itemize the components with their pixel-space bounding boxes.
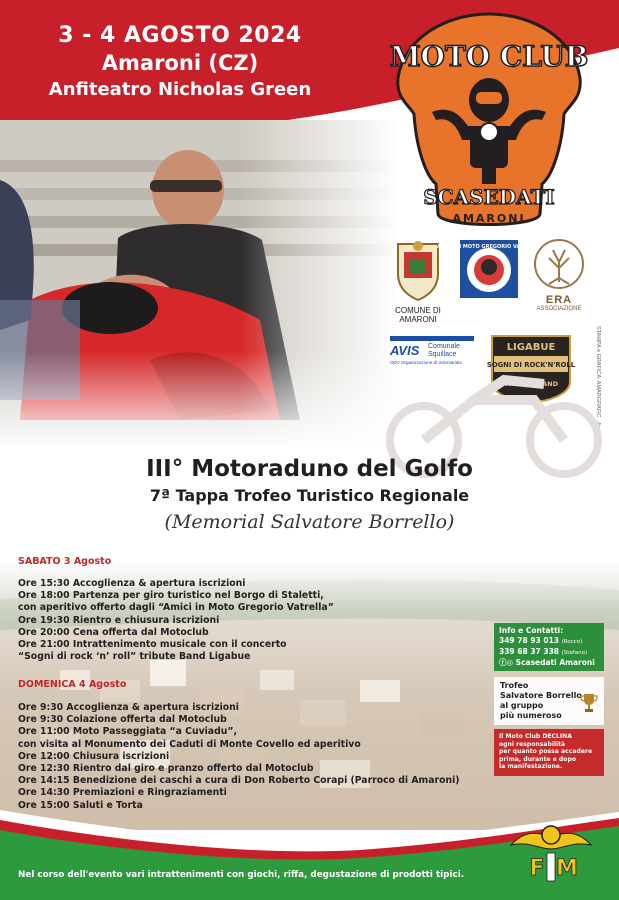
era-subtitle: ASSOCIAZIONE bbox=[536, 306, 582, 312]
programme-line: con visita al Monumento dei Caduti di Monte Covello ed aperitivo bbox=[18, 738, 361, 750]
trophy-cup-icon bbox=[581, 693, 597, 713]
amici-logo bbox=[437, 240, 541, 302]
amici-text: AMICI IN MOTO GREGORIO VATRELLA bbox=[437, 244, 541, 250]
programme-line: “Sogni di rock ‘n’ roll” tribute Band Ligabue bbox=[18, 651, 251, 663]
social-name: Scasedati Amaroni bbox=[515, 658, 595, 667]
moto-club-name: SCASEDATI bbox=[423, 185, 555, 209]
sponsor-logos bbox=[387, 238, 592, 330]
social-handle[interactable] bbox=[499, 658, 599, 668]
disclaimer-box bbox=[494, 729, 604, 776]
era-logo bbox=[529, 238, 589, 312]
header-text bbox=[0, 22, 360, 103]
footer-note: Nel corso dell'evento vari intrattenimenti con giochi, riffa, degustazione di prodotti tipici. bbox=[18, 870, 465, 880]
programme-line: con aperitivo offerto dagli “Amici in Moto Gregorio Vatrella” bbox=[18, 602, 334, 614]
programme-line: Ore 9:30 Accoglienza & apertura iscrizioni bbox=[18, 702, 239, 713]
contact-title: Info e Contatti: bbox=[499, 626, 564, 635]
trophy-line: al gruppo bbox=[500, 701, 544, 710]
disclaimer-line: Il Moto Club DECLINA bbox=[499, 733, 572, 740]
programme-line: Ore 21:00 Intrattenimento musicale con il concerto bbox=[18, 639, 287, 651]
phone-number: 339 68 37 338 bbox=[499, 647, 560, 656]
ligabue-name: SOGNI DI ROCK'N'ROLL bbox=[486, 361, 576, 369]
moto-club-town: AMARONI bbox=[452, 212, 526, 225]
saturday-heading: SABATO 3 Agosto bbox=[18, 556, 112, 567]
ligabue-subtitle: TRIBUTE BAND bbox=[503, 380, 559, 388]
programme-line: Ore 11:00 Moto Passeggiata “a Cuviadu”, bbox=[18, 726, 237, 738]
fim-logo bbox=[509, 815, 593, 885]
trophy-line: Salvatore Borrello bbox=[500, 691, 582, 700]
programme-line: Ore 14:30 Premiazioni e Ringraziamenti bbox=[18, 787, 227, 799]
avis-mark: AVIS bbox=[390, 343, 420, 358]
event-title-block bbox=[0, 454, 619, 536]
era-name: ERA bbox=[545, 294, 573, 306]
disclaimer-line: la manifestazione. bbox=[499, 763, 563, 771]
amici-in-moto-icon bbox=[437, 240, 541, 298]
event-venue: Anfiteatro Nicholas Green bbox=[48, 79, 312, 100]
trophy-line: Trofeo bbox=[500, 681, 529, 690]
phone-contact-name: (Stefano) bbox=[561, 650, 588, 656]
programme-line: Ore 12:00 Chiusura iscrizioni bbox=[18, 750, 170, 762]
event-title: III° Motoraduno del Golfo bbox=[146, 456, 473, 482]
comune-logo bbox=[389, 238, 447, 324]
disclaimer-line: ogni responsabilità bbox=[499, 740, 566, 748]
phone-contact-name: (Rocco) bbox=[561, 639, 583, 645]
contact-phone-2[interactable] bbox=[499, 647, 599, 658]
contact-phone-1[interactable] bbox=[499, 636, 599, 647]
programme-line: Ore 15:00 Saluti e Torta bbox=[18, 799, 143, 811]
print-credit-text: STAMPA e GRAFICA: AMARGRAFIC - Amaroni bbox=[595, 326, 601, 443]
moto-club-logo bbox=[389, 8, 589, 236]
event-subtitle: 7ª Tappa Trofeo Turistico Regionale bbox=[149, 486, 470, 505]
event-town: Amaroni (CZ) bbox=[101, 51, 259, 75]
avis-section: Comunale Squillace bbox=[428, 343, 460, 358]
event-memorial: (Memorial Salvatore Borrello) bbox=[164, 511, 455, 533]
avis-subtitle: ODV Organizzazione di Volontariato bbox=[390, 360, 463, 365]
disclaimer-line: per quanto possa accadere bbox=[499, 748, 593, 756]
programme-line: Ore 9:30 Colazione offerta dal Motoclub bbox=[18, 714, 227, 726]
saturday-programme bbox=[18, 578, 488, 663]
programme-line: Ore 20:00 Cena offerta dal Motoclub bbox=[18, 626, 209, 638]
svg-text:F: F bbox=[529, 856, 545, 881]
phone-number: 349 78 93 013 bbox=[499, 636, 560, 645]
disclaimer-line: prima, durante e dopo bbox=[499, 755, 577, 763]
ligabue-title: LIGABUE bbox=[506, 342, 556, 353]
svg-text:M: M bbox=[556, 856, 578, 881]
event-date: 3 - 4 AGOSTO 2024 bbox=[58, 23, 302, 48]
programme-line: Ore 19:30 Rientro e chiusura iscrizioni bbox=[18, 614, 220, 626]
sunday-heading: DOMENICA 4 Agosto bbox=[18, 679, 127, 690]
programme-line: Ore 15:30 Accoglienza & apertura iscrizioni bbox=[18, 578, 246, 589]
comune-caption: COMUNE DI AMARONI bbox=[395, 306, 441, 324]
contact-box bbox=[494, 623, 604, 671]
moto-club-title: MOTO CLUB bbox=[389, 40, 589, 73]
programme-line: Ore 12:30 Rientro dal giro e pranzo offerto dal Motoclub bbox=[18, 763, 314, 775]
trophy-box bbox=[494, 677, 604, 725]
programme-line: Ore 18:00 Partenza per giro turistico nel Borgo di Staletti, bbox=[18, 590, 324, 602]
biker-photo bbox=[0, 120, 400, 450]
programme-line: Ore 14:15 Benedizione dei caschi a cura di Don Roberto Corapi (Parroco di Amaroni) bbox=[18, 775, 460, 787]
instagram-icon: ◎ bbox=[506, 658, 514, 667]
avis-bar bbox=[390, 336, 474, 341]
tree-of-life-icon bbox=[533, 238, 585, 290]
facebook-icon: ⓕ bbox=[499, 658, 507, 667]
trophy-line: più numeroso bbox=[500, 711, 562, 720]
